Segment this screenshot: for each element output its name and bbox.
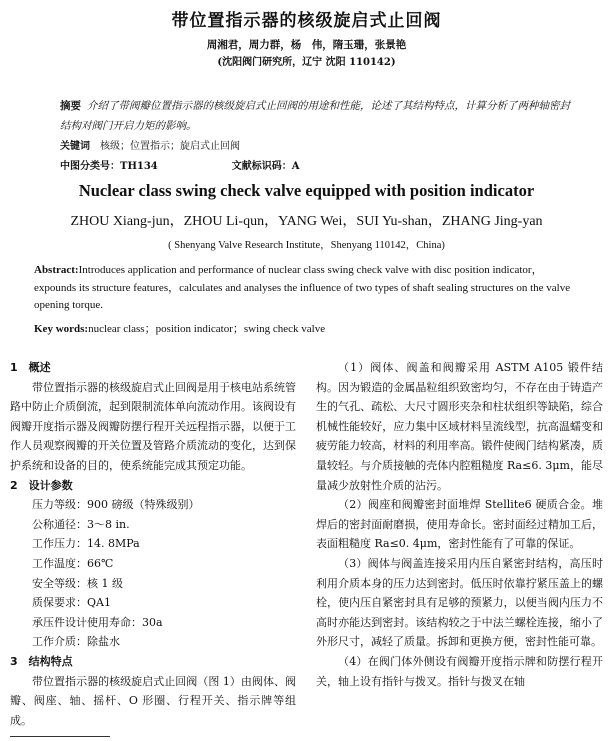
feature-paragraph-2: （2）阀座和阀瓣密封面堆焊 Stellite6 硬质合金。堆焊后的密封面耐磨损，使用寿命长。密封面经过精加工后，表面粗糙度 Ra≤0. 4μm，密封性能有了可靠的保证。 bbox=[316, 498, 603, 551]
classification-line bbox=[60, 157, 300, 172]
feature-paragraph-1: （1）阀体、阀盖和阀瓣采用 ASTM A105 锻件结构。因为锻造的金属晶粒组织致密均匀，不存在由于铸造产生的气孔、疏松、大尺寸圆形夹杂和柱状组织等缺陷，综合机械性能较好，应力集中区域材料呈流线型，抗高温蠕变和疲劳能力较高，材料的利用率高。锻件使阀门结构紧凑，质量较轻。与介质接触的壳体内腔粗糙度 Ra≤6. 3μm，能尽量减少放射性介质的沾污。 bbox=[316, 361, 603, 492]
feature-paragraph-3: （3）阀体与阀盖连接采用内压自紧密封结构，高压时利用介质本身的压力达到密封。低压时依靠拧紧压盖上的螺栓，使内压自紧密封具有足够的预紧力，以便当阀内压力不高时亦能达到密封。该结构较之于中法兰螺栓连接，缩小了外形尺寸，减轻了质量。拆卸和更换方便，密封性能可靠。 bbox=[316, 556, 603, 649]
doc-code-value: A bbox=[291, 161, 300, 172]
right-column bbox=[316, 358, 603, 691]
param-item: 工作介质：除盐水 bbox=[32, 635, 120, 649]
abstract-cn bbox=[60, 96, 580, 136]
param-item: 公称通径：3～8 in. bbox=[32, 517, 130, 531]
section-2-heading: 2 设计参数 bbox=[10, 478, 73, 492]
section-3-heading: 3 结构特点 bbox=[10, 654, 73, 668]
paper-title-cn: 带位置指示器的核级旋启式止回阀 bbox=[171, 11, 442, 31]
param-item: 承压件设计使用寿命：30a bbox=[32, 615, 163, 629]
authors-cn: 周湘君，周力群，杨 伟，隋玉珊，张景艳 bbox=[206, 39, 407, 51]
doc-code-label: 文献标识码： bbox=[231, 161, 292, 172]
affiliation-cn: (沈阳阀门研究所，辽宁 沈阳 110142) bbox=[217, 57, 396, 68]
keywords-cn bbox=[60, 137, 240, 152]
keywords-en bbox=[34, 320, 325, 336]
abstract-en-text: Introduces application and performance of nuclear class swing check valve with disc position indicator，expounds its structure features，calculates and analyses the influence of two types of shaft sealing structures on the valve opening torque. bbox=[34, 264, 571, 311]
keywords-cn-text: 核级；位置指示；旋启式止回阀 bbox=[100, 141, 240, 152]
feature-paragraph-4: （4）在阀门体外侧设有阀瓣开度指示牌和防摆行程开关，轴上设有指针与拨叉。指针与拨叉在轴 bbox=[316, 654, 603, 688]
abstract-en-label: Abstract: bbox=[34, 264, 79, 276]
section-3-paragraph: 带位置指示器的核级旋启式止回阀（图 1）由阀体、阀瓣、阀座、轴、摇杆、O 形圈、行程开关、指示牌等组成。 bbox=[10, 674, 296, 727]
param-item: 质保要求：QA1 bbox=[32, 596, 111, 610]
classification-value: TH134 bbox=[120, 161, 158, 172]
keywords-en-label: Key words: bbox=[34, 323, 89, 335]
abstract-cn-label: 摘要 bbox=[60, 100, 81, 112]
affiliation-en: ( Shenyang Valve Research Institute，Shenyang 110142，China) bbox=[168, 240, 445, 251]
param-item: 工作压力：14. 8MPa bbox=[32, 537, 140, 551]
section-1-paragraph: 带位置指示器的核级旋启式止回阀是用于核电站系统管路中防止介质倒流，起到限制流体单向流动作用。该阀设有阀瓣开度指示器及阀瓣防摆行程开关远程指示器，以便于工作人员观察阀瓣的开关位置及管路介质流动的变化，达到保护系统和设备的目的，使系统能完成其预定功能。 bbox=[10, 380, 296, 472]
param-item: 工作温度：66℃ bbox=[32, 556, 114, 570]
param-item: 压力等级：900 磅级（特殊级别） bbox=[32, 498, 200, 512]
abstract-en bbox=[34, 262, 582, 315]
left-column bbox=[10, 358, 296, 730]
footnote-rule bbox=[10, 736, 110, 737]
authors-en: ZHOU Xiang-jun，ZHOU Li-qun，YANG Wei，SUI Yu-shan，ZHANG Jing-yan bbox=[70, 214, 543, 229]
section-1-heading: 1 概述 bbox=[10, 361, 51, 374]
keywords-cn-label: 关键词 bbox=[60, 141, 90, 152]
paper-title-en: Nuclear class swing check valve equipped with position indicator bbox=[78, 181, 535, 200]
abstract-cn-text: 介绍了带阀瓣位置指示器的核级旋启式止回阀的用途和性能，论述了其结构特点，计算分析了两种轴密封结构对阀门开启力矩的影响。 bbox=[60, 100, 570, 132]
keywords-en-text: nuclear class；position indicator；swing check valve bbox=[88, 323, 326, 335]
classification-label: 中图分类号： bbox=[60, 161, 120, 172]
param-item: 安全等级：核 1 级 bbox=[32, 576, 123, 590]
